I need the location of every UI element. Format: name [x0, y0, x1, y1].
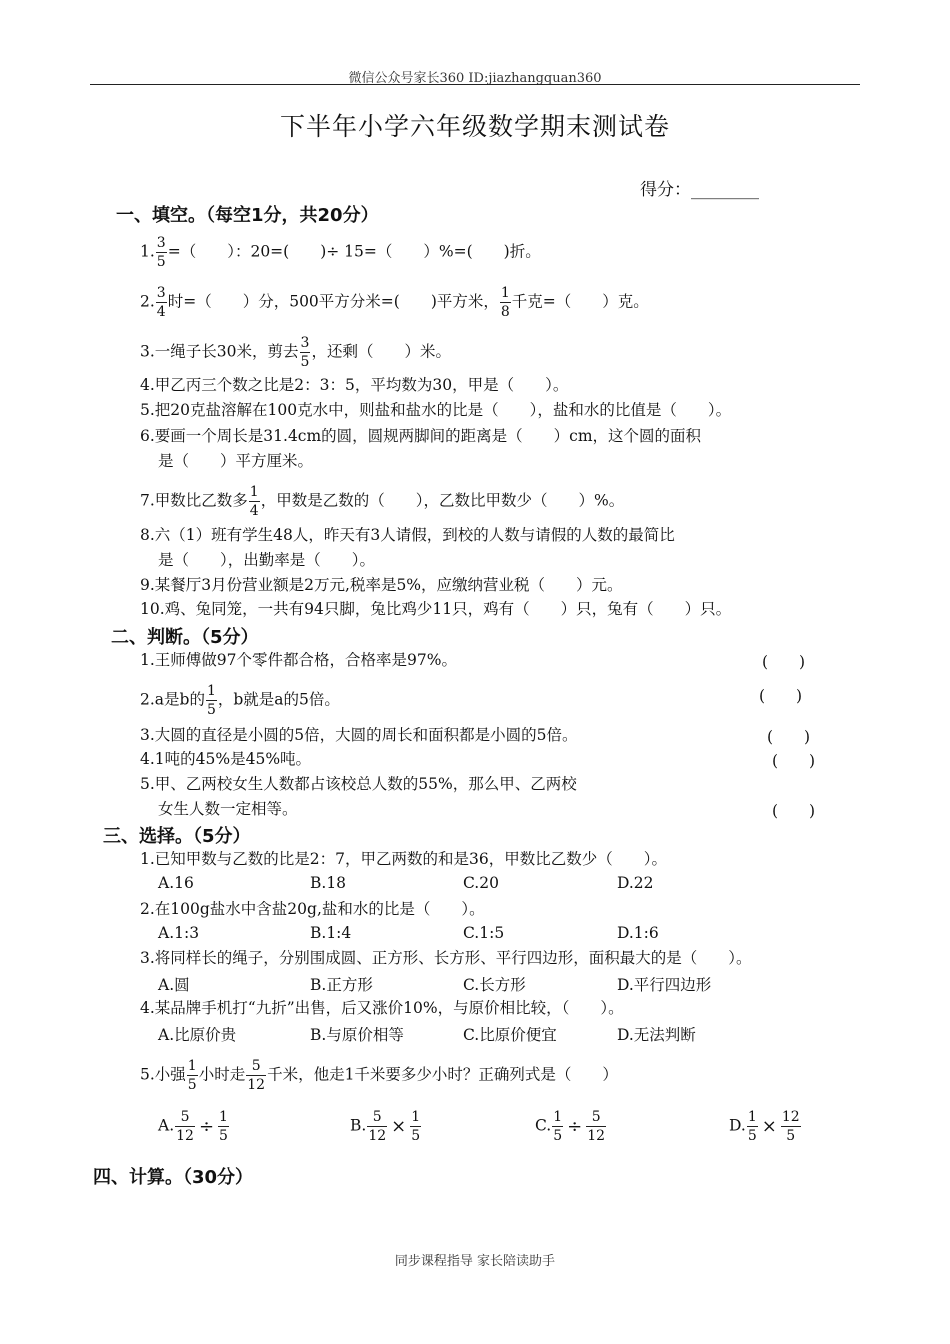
- option-b: B. $\frac{5}{12}$ × $\frac{1}{5}$: [350, 1109, 421, 1144]
- footer-text: 同步课程指导 家长陪读助手: [394, 1254, 556, 1269]
- option: B.与原价相等: [310, 1026, 404, 1044]
- fill-q8-line2: 是（ ），出勤率是（ ）。: [158, 551, 376, 569]
- judge-q5-line1: 5.甲、乙两校女生人数都占该校总人数的55%，那么甲、乙两校: [140, 775, 577, 793]
- fraction: $\frac{1}{5}$: [187, 1058, 197, 1093]
- section-judge-heading: 二、判断。（5分）: [111, 627, 259, 648]
- score-field: 得分：________: [640, 180, 759, 200]
- fill-q5: 5.把20克盐溶解在100克水中，则盐和盐水的比是（ ），盐和水的比值是（ ）。: [140, 401, 732, 419]
- header-divider: [90, 84, 860, 85]
- fraction: $\frac{3}{5}$: [300, 335, 310, 370]
- fraction: $\frac{1}{5}$: [206, 683, 216, 718]
- option: A.16: [158, 874, 194, 892]
- answer-blank: ( ): [767, 728, 811, 746]
- section-calc-heading: 四、计算。（30分）: [93, 1167, 254, 1188]
- header-watermark: 微信公众号家长360 ID:jiazhangquan360: [348, 71, 602, 86]
- page-title: 下半年小学六年级数学期末测试卷: [279, 112, 670, 141]
- fill-q8-line1: 8.六（1）班有学生48人，昨天有3人请假，到校的人数与请假的人数的最简比: [140, 526, 675, 544]
- q-number: 1.: [140, 242, 155, 261]
- option: A.1:3: [158, 924, 200, 942]
- fraction: $\frac{3}{5}$: [156, 235, 166, 270]
- choice-q3: 3.将同样长的绳子，分别围成圆、正方形、长方形、平行四边形，面积最大的是（ ）。: [140, 949, 752, 967]
- answer-blank: ( ): [772, 752, 816, 770]
- option: B.正方形: [310, 976, 373, 994]
- option: D.平行四边形: [617, 976, 712, 994]
- judge-q4: 4.1吨的45%是45%吨。: [140, 750, 312, 768]
- section-fill-heading: 一、填空。（每空1分，共20分）: [116, 205, 379, 226]
- option: C.1:5: [463, 924, 505, 942]
- option: B.1:4: [310, 924, 352, 942]
- fraction: $\frac{5}{12}$: [247, 1058, 266, 1093]
- option-d: D. $\frac{1}{5}$ × $\frac{12}{5}$: [729, 1109, 800, 1144]
- option: C.长方形: [463, 976, 526, 994]
- fraction: $\frac{3}{4}$: [156, 285, 166, 320]
- answer-blank: ( ): [759, 687, 803, 705]
- option: A.比原价贵: [158, 1026, 237, 1044]
- fill-q4: 4.甲乙丙三个数之比是2：3：5，平均数为30，甲是（ ）。: [140, 376, 569, 394]
- answer-blank: ( ): [762, 653, 806, 671]
- choice-q2: 2.在100g盐水中含盐20g,盐和水的比是（ ）。: [140, 900, 485, 918]
- option: D.无法判断: [617, 1026, 696, 1044]
- fill-q6-line2: 是（ ）平方厘米。: [158, 452, 314, 470]
- option: D.1:6: [617, 924, 659, 942]
- judge-q3: 3.大圆的直径是小圆的5倍，大圆的周长和面积都是小圆的5倍。: [140, 726, 578, 744]
- option-a: A. $\frac{5}{12}$ ÷ $\frac{1}{5}$: [158, 1109, 228, 1144]
- fraction: $\frac{1}{4}$: [249, 484, 259, 519]
- fill-q2: [140, 284, 649, 321]
- judge-q2: 2.a是b的 $\frac{1}{5}$ ，b就是a的5倍。: [140, 683, 340, 718]
- option: B.18: [310, 874, 347, 892]
- fill-q1: [140, 234, 541, 271]
- option-c: C. $\frac{1}{5}$ ÷ $\frac{5}{12}$: [535, 1109, 606, 1144]
- q-text: =（ ）：20=( )÷ 15=（ ）%=( )折。: [167, 242, 541, 261]
- option: A.圆: [158, 976, 190, 994]
- section-choice-heading: 三、选择。（5分）: [103, 826, 251, 847]
- choice-q5: 5.小强 $\frac{1}{5}$ 小时走 $\frac{5}{12}$ 千米，他走1千米要多少小时？正确列式是（ ）: [140, 1058, 618, 1093]
- fill-q9: 9.某餐厅3月份营业额是2万元,税率是5%，应缴纳营业税（ ）元。: [140, 576, 623, 594]
- q-number: 2.: [140, 292, 155, 311]
- option: C.20: [463, 874, 499, 892]
- judge-q5-line2: 女生人数一定相等。: [158, 800, 298, 818]
- fill-q6-line1: 6.要画一个周长是31.4cm的圆，圆规两脚间的距离是（ ）cm，这个圆的面积: [140, 427, 702, 445]
- choice-q4: 4.某品牌手机打“九折”出售，后又涨价10%，与原价相比较，（ ）。: [140, 999, 624, 1017]
- choice-q1: 1.已知甲数与乙数的比是2：7，甲乙两数的和是36，甲数比乙数少（ ）。: [140, 850, 667, 868]
- option: C.比原价便宜: [463, 1026, 557, 1044]
- option: D.22: [617, 874, 654, 892]
- fill-q7: 7.甲数比乙数多 $\frac{1}{4}$ ，甲数是乙数的（ ），乙数比甲数少（ ）%。: [140, 484, 625, 519]
- q-text: 千克=（ ）克。: [511, 292, 649, 311]
- fraction: $\frac{1}{8}$: [500, 285, 510, 320]
- q-text: 时=（ ）分，500平方分米=( )平方米，: [167, 292, 499, 311]
- judge-q1: 1.王师傅做97个零件都合格，合格率是97%。: [140, 651, 457, 669]
- fill-q3: 3.一绳子长30米，剪去 $\frac{3}{5}$ ，还剩（ ）米。: [140, 335, 451, 370]
- answer-blank: ( ): [772, 802, 816, 820]
- fill-q10: 10.鸡、兔同笼，一共有94只脚，兔比鸡少11只，鸡有（ ）只，兔有（ ）只。: [140, 600, 732, 618]
